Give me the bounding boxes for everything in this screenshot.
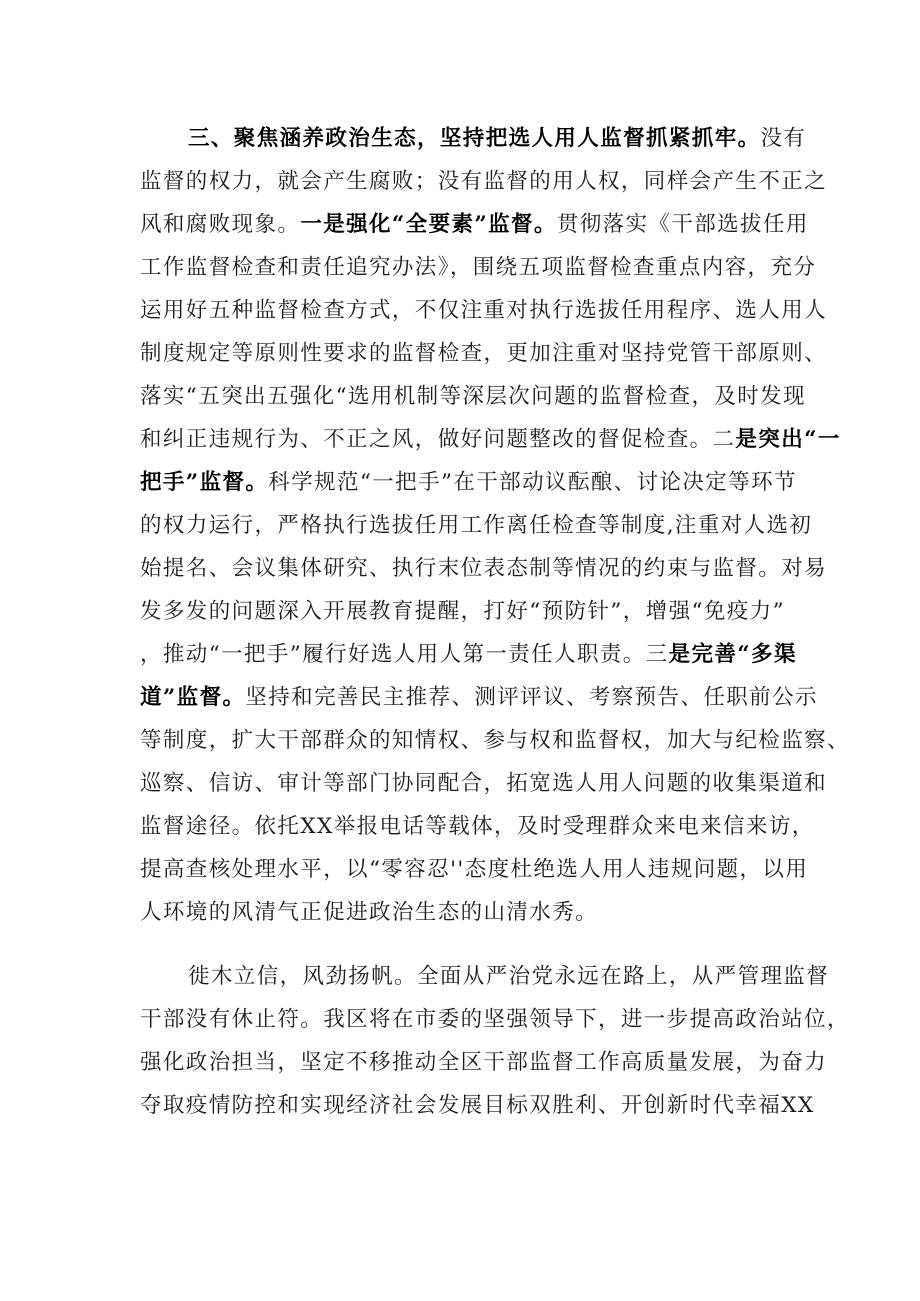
body-text: 运用好五种监督检查方式，不仅注重对执行选拔任用程序、选人用人 [140,298,828,323]
text-line [140,676,818,719]
bold-heading-text: 一是强化“全要素”监督。 [300,212,557,237]
body-text: 等制度，扩大干部群众的知情权、参与权和监督权，加大与纪检监察、 [140,728,850,753]
paragraph-conclusion [140,955,850,1127]
bold-heading-text: 是突出“一 [735,427,841,452]
body-text: 徙木立信，风劲扬帆。全面从严治党永远在路上，从严管理监督 [188,964,830,989]
body-text: ，推动“一把手”履行好选人用人第一责任人职责。三 [140,642,669,667]
body-text: 和纠正违规行为、不正之风，做好问题整改的督促检查。二 [140,427,736,452]
body-text: 人环境的风清气正促进政治生态的山清水秀。 [140,900,599,925]
body-text: 的权力运行，严格执行选拔任用工作离任检查等制度,注重对人选初 [140,513,813,538]
text-line [140,246,817,289]
body-text: 贯彻落实《干部选拔任用 [556,212,809,237]
body-text: 落实“五突出五强化“选用机制等深层次问题的监督检查，及时发现 [140,384,806,409]
text-line [140,1084,815,1127]
text-line [140,332,828,375]
text-line [140,1041,828,1084]
body-text: 工作监督检查和责任追究办法》，围绕五项监督检查重点内容，充分 [140,255,817,280]
text-line [140,375,806,418]
text-line [140,504,813,547]
text-line [140,891,780,934]
text-line [140,719,850,762]
bold-heading-text: 三、聚焦涵养政治生态，坚持把选人用人监督抓紧抓牢。 [188,126,761,151]
body-text: 坚持和完善民主推荐、测评评议、考察预告、任职前公示 [245,685,818,710]
text-line [140,633,797,676]
body-text: 提高查核处理水平，以“零容忍''态度杜绝选人用人违规问题，以用 [140,857,809,882]
text-line [140,805,815,848]
text-line [140,203,809,246]
body-text: 没有 [760,126,807,151]
text-line [140,998,850,1041]
text-line [140,848,809,891]
body-text: 发多发的问题深入开展教育提醒，打好“预防针”，增强“免疫力” [140,599,785,624]
paragraph-cadre-supervision [140,117,850,934]
bold-heading-text: 道”监督。 [140,685,246,710]
body-text: 夺取疫情防控和实现经济社会发展目标双胜利、开创新时代幸福XX [140,1093,815,1118]
body-text: 干部没有休止符。我区将在市委的坚强领导下，进一步提高政治站位， [140,1007,850,1032]
text-line [140,955,830,998]
body-text: 始提名、会议集体研究、执行末位表态制等情况的约束与监督。对易 [140,556,828,581]
text-line [140,547,828,590]
bold-heading-text: 是完善“多渠 [668,642,797,667]
bold-heading-text: 把手”监督。 [140,470,269,495]
body-text: 监督途径。依托XX举报电话等载体，及时受理群众来电来信来访， [140,814,815,839]
text-line [140,461,797,504]
body-text: 制度规定等原则性要求的监督检查，更加注重对坚持党管干部原则、 [140,341,828,366]
text-line [140,117,807,160]
text-line [140,590,785,633]
body-text: 巡察、信访、审计等部门协同配合，拓宽选人用人问题的收集渠道和 [140,771,828,796]
body-text: 监督的权力，就会产生腐败；没有监督的用人权，同样会产生不正之 [140,169,828,194]
body-text: 风和腐败现象。 [140,212,301,237]
text-line [140,160,828,203]
text-line [140,418,841,461]
text-line [140,762,828,805]
body-text: 科学规范“一把手”在干部动议酝酿、讨论决定等环节 [268,470,797,495]
body-text: 强化政治担当，坚定不移推动全区干部监督工作高质量发展，为奋力 [140,1050,828,1075]
text-line [140,289,828,332]
